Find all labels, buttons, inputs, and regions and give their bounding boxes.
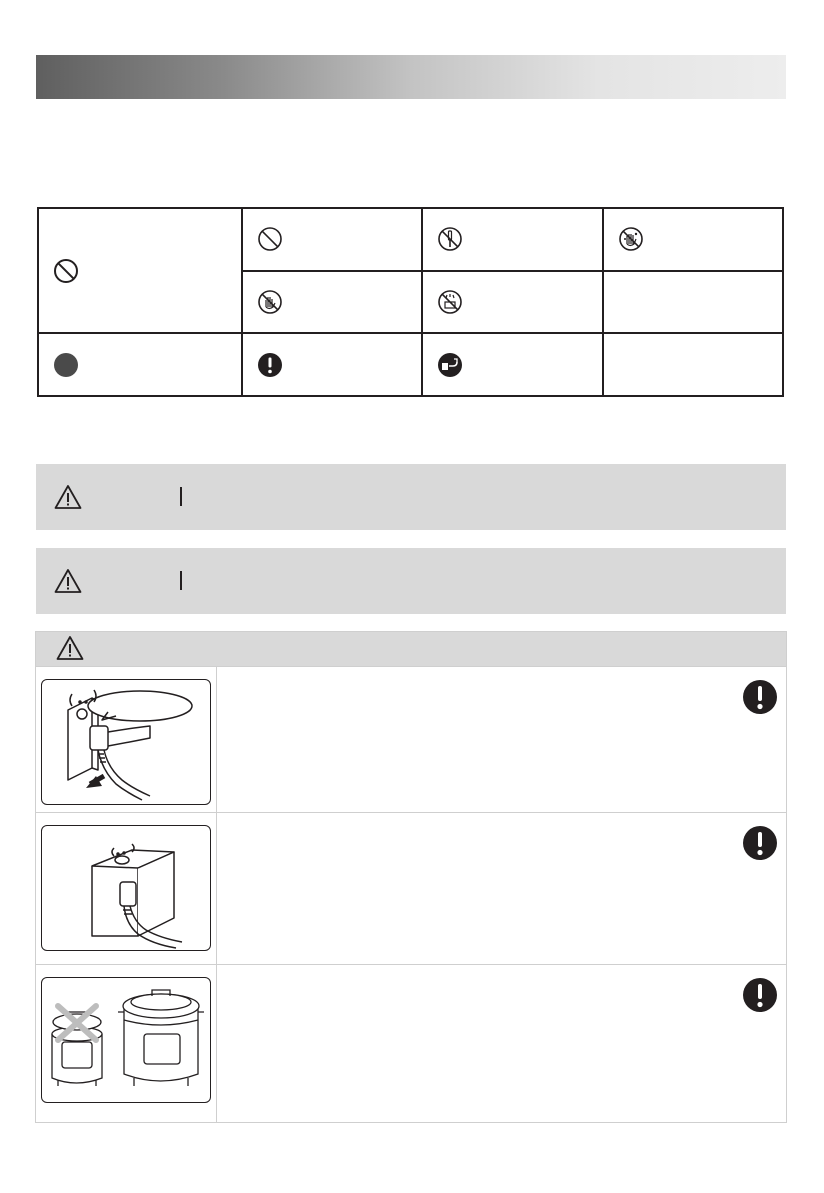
prohibited-icon <box>257 226 283 252</box>
section-header-bar <box>36 55 786 99</box>
illustration-cell <box>36 813 217 965</box>
symbol-cell <box>422 333 602 396</box>
mandatory-icon <box>257 352 283 378</box>
symbol-cell <box>242 271 422 334</box>
danger-band <box>36 464 786 530</box>
symbol-cell <box>603 208 783 271</box>
mandatory-filled-icon <box>53 352 79 378</box>
prohibited-icon <box>53 258 79 284</box>
caution-row <box>36 812 786 965</box>
mandatory-icon <box>742 977 778 1013</box>
mandatory-icon <box>742 679 778 715</box>
warning-triangle-icon <box>54 568 82 594</box>
warning-triangle-icon <box>54 484 82 510</box>
illustration-cell <box>36 667 217 813</box>
no-disassembly-icon <box>437 226 463 252</box>
warning-band <box>36 548 786 614</box>
warning-triangle-icon <box>56 635 84 661</box>
pressure-cooker-illustration <box>41 977 211 1103</box>
plug-insert-illustration <box>41 679 211 805</box>
symbol-cell <box>242 208 422 271</box>
symbol-cell <box>422 208 602 271</box>
band-separator <box>180 487 182 506</box>
caution-header <box>36 632 786 666</box>
band-separator <box>180 571 182 590</box>
symbol-legend-table <box>37 207 784 397</box>
caution-section <box>35 631 787 1123</box>
mandatory-icon <box>742 825 778 861</box>
plug-in-outlet-illustration <box>41 825 211 951</box>
symbol-cell <box>422 271 602 334</box>
illustration-cell <box>36 965 217 1123</box>
caution-row <box>36 964 786 1123</box>
unplug-icon <box>437 352 463 378</box>
mandatory-category-cell <box>38 333 242 396</box>
caution-row <box>36 666 786 813</box>
prohibited-category-cell <box>38 208 242 333</box>
no-wet-hands-icon <box>618 226 644 252</box>
symbol-cell <box>242 333 422 396</box>
no-water-icon <box>437 289 463 315</box>
empty-symbol-cell <box>603 333 783 396</box>
no-touch-icon <box>257 289 283 315</box>
empty-symbol-cell <box>603 271 783 334</box>
